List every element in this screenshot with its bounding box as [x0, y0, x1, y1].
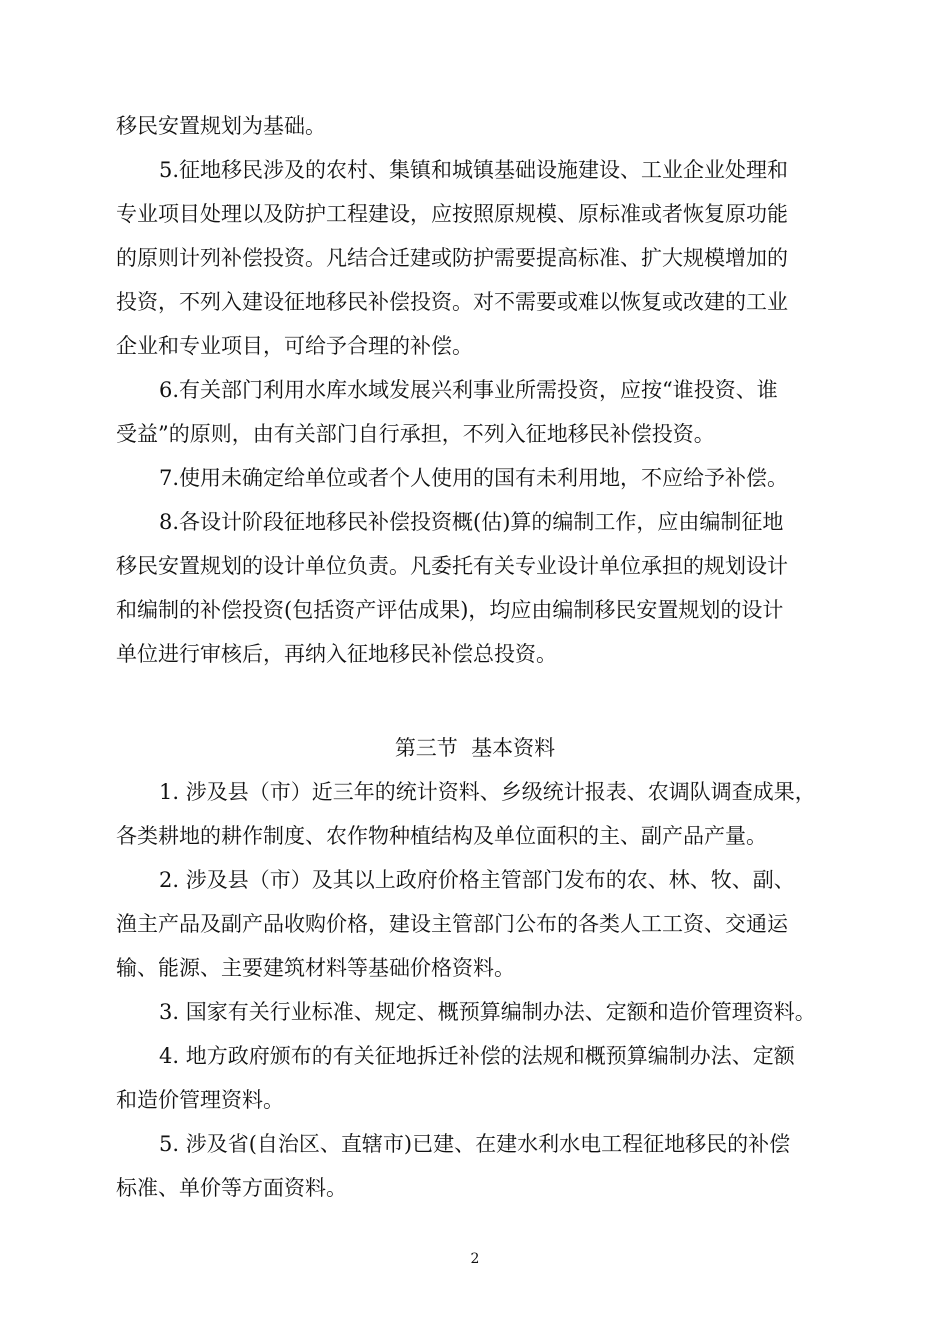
paragraph-line: 6.有关部门利用水库水域发展兴利事业所需投资，应按“谁投资、谁 [159, 378, 778, 402]
paragraph-line: 单位进行审核后，再纳入征地移民补偿总投资。 [116, 642, 557, 666]
paragraph-line: 移民安置规划为基础。 [116, 114, 326, 138]
paragraph-line: 移民安置规划的设计单位负责。凡委托有关专业设计单位承担的规划设计 [116, 554, 788, 578]
paragraph-line: 4. 地方政府颁布的有关征地拆迁补偿的法规和概预算编制办法、定额 [159, 1044, 795, 1068]
paragraph-line: 的原则计列补偿投资。凡结合迁建或防护需要提高标准、扩大规模增加的 [116, 246, 788, 270]
paragraph-line: 3. 国家有关行业标准、规定、概预算编制办法、定额和造价管理资料。 [159, 1000, 816, 1024]
paragraph-line: 5.征地移民涉及的农村、集镇和城镇基础设施建设、工业企业处理和 [159, 158, 789, 182]
paragraph-line: 受益”的原则，由有关部门自行承担，不列入征地移民补偿投资。 [116, 422, 715, 446]
paragraph-line: 7.使用未确定给单位或者个人使用的国有未利用地，不应给予补偿。 [159, 466, 789, 490]
section-heading: 第三节 基本资料 [394, 736, 556, 760]
paragraph-line: 8.各设计阶段征地移民补偿投资概(估)算的编制工作，应由编制征地 [159, 510, 784, 534]
page-number: 2 [470, 1251, 480, 1267]
paragraph-line: 输、能源、主要建筑材料等基础价格资料。 [116, 956, 515, 980]
paragraph-line: 和编制的补偿投资(包括资产评估成果)，均应由编制移民安置规划的设计 [116, 598, 784, 622]
paragraph-line: 1. 涉及县（市）近三年的统计资料、乡级统计报表、农调队调查成果， [159, 780, 816, 804]
paragraph-line: 标准、单价等方面资料。 [116, 1176, 347, 1200]
paragraph-line: 企业和专业项目，可给予合理的补偿。 [116, 334, 473, 358]
paragraph-line: 5. 涉及省(自治区、直辖市)已建、在建水利水电工程征地移民的补偿 [159, 1132, 791, 1156]
paragraph-line: 2. 涉及县（市）及其以上政府价格主管部门发布的农、林、牧、副、 [159, 868, 795, 892]
paragraph-line: 渔主产品及副产品收购价格，建设主管部门公布的各类人工工资、交通运 [116, 912, 788, 936]
paragraph-line: 投资，不列入建设征地移民补偿投资。对不需要或难以恢复或改建的工业 [116, 290, 788, 314]
paragraph-line: 各类耕地的耕作制度、农作物种植结构及单位面积的主、副产品产量。 [116, 824, 767, 848]
paragraph-line: 和造价管理资料。 [116, 1088, 284, 1112]
paragraph-line: 专业项目处理以及防护工程建设，应按照原规模、原标准或者恢复原功能 [116, 202, 788, 226]
